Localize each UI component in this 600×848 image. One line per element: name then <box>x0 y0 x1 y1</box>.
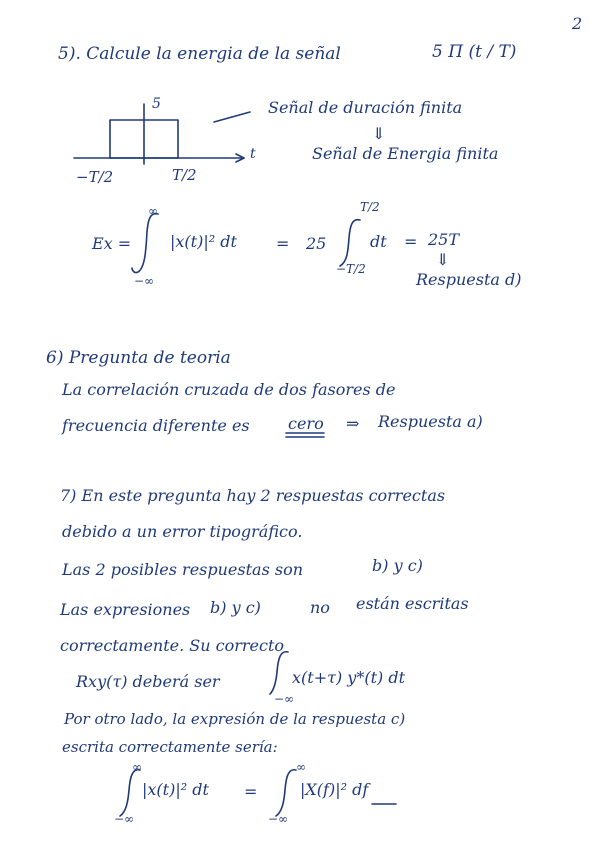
q6-heading: 6) Pregunta de teoria <box>46 348 231 368</box>
coefficient: 25 <box>306 234 327 253</box>
int2-lower-limit: −T/2 <box>336 262 366 276</box>
parseval-lhs-upper: ∞ <box>132 760 142 774</box>
pulse-height-label: 5 <box>152 96 161 112</box>
energy-result: 25T <box>428 230 460 249</box>
q7-line4-a: Las expresiones <box>60 600 191 619</box>
finite-energy-note: Señal de Energia finita <box>312 144 499 163</box>
int1-upper-limit: ∞ <box>148 204 158 218</box>
integral-sign-2 <box>340 220 360 266</box>
q7-line2: debido a un error tipográfico. <box>62 522 303 541</box>
pointer-arrow <box>214 112 250 122</box>
q7-line3-options: b) y c) <box>372 556 423 575</box>
rxy-label: Rxy(τ) deberá ser <box>76 672 220 691</box>
q5-heading: 5). Calcule la energia de la señal <box>58 44 341 64</box>
q6-line1: La correlación cruzada de dos fasores de <box>62 380 396 399</box>
integral-sign-parseval-rhs <box>276 770 296 816</box>
integral-sign-1 <box>132 214 158 273</box>
implies-arrow-2: ⇓ <box>436 250 450 269</box>
implies-arrow-1: ⇓ <box>372 124 386 143</box>
left-edge-label: −T/2 <box>76 168 114 186</box>
q7-line4-c: no <box>310 598 330 617</box>
q6-cero: cero <box>288 414 324 433</box>
axis-variable-label: t <box>250 146 256 162</box>
equals-1: = <box>276 234 290 253</box>
q7-line1: 7) En este pregunta hay 2 respuestas correctas <box>60 486 446 505</box>
q7-line8: escrita correctamente sería: <box>62 738 278 756</box>
rxy-integrand: x(t+τ) y*(t) dt <box>292 668 405 687</box>
parseval-rhs: |X(f)|² df <box>300 780 369 799</box>
q7-line4-b: b) y c) <box>210 598 261 617</box>
parseval-lhs: |x(t)|² dt <box>142 780 209 799</box>
q6-arrow: ⇒ <box>346 414 360 433</box>
equals-2: = <box>404 232 418 251</box>
right-edge-label: T/2 <box>172 166 197 184</box>
integral-sign-parseval-lhs <box>120 770 140 816</box>
q7-line7: Por otro lado, la expresión de la respuesta c) <box>64 710 406 728</box>
int2-upper-limit: T/2 <box>360 200 380 214</box>
page-number: 2 <box>572 14 583 33</box>
q7-line4-d: están escritas <box>356 594 469 613</box>
q7-line3: Las 2 posibles respuestas son <box>62 560 304 579</box>
energy-lhs: Ex = <box>92 234 132 253</box>
parseval-lhs-lower: −∞ <box>114 812 135 826</box>
rxy-lower-limit: −∞ <box>274 692 295 706</box>
finite-duration-note: Señal de duración finita <box>268 98 463 117</box>
integral-sign-rxy <box>270 652 288 694</box>
parseval-equals: = <box>244 782 258 801</box>
int1-lower-limit: −∞ <box>134 274 155 288</box>
energy-integrand: |x(t)|² dt <box>170 232 237 251</box>
parseval-rhs-lower: −∞ <box>268 812 289 826</box>
q5-signal-expression: 5 Π (t / T) <box>432 42 517 62</box>
q5-answer: Respuesta d) <box>416 270 522 289</box>
q6-answer: Respuesta a) <box>378 412 483 431</box>
q6-line2: frecuencia diferente es <box>62 416 250 435</box>
q7-line5: correctamente. Su correcto <box>60 636 285 655</box>
parseval-rhs-upper: ∞ <box>296 760 306 774</box>
dt-integrand: dt <box>370 232 387 251</box>
